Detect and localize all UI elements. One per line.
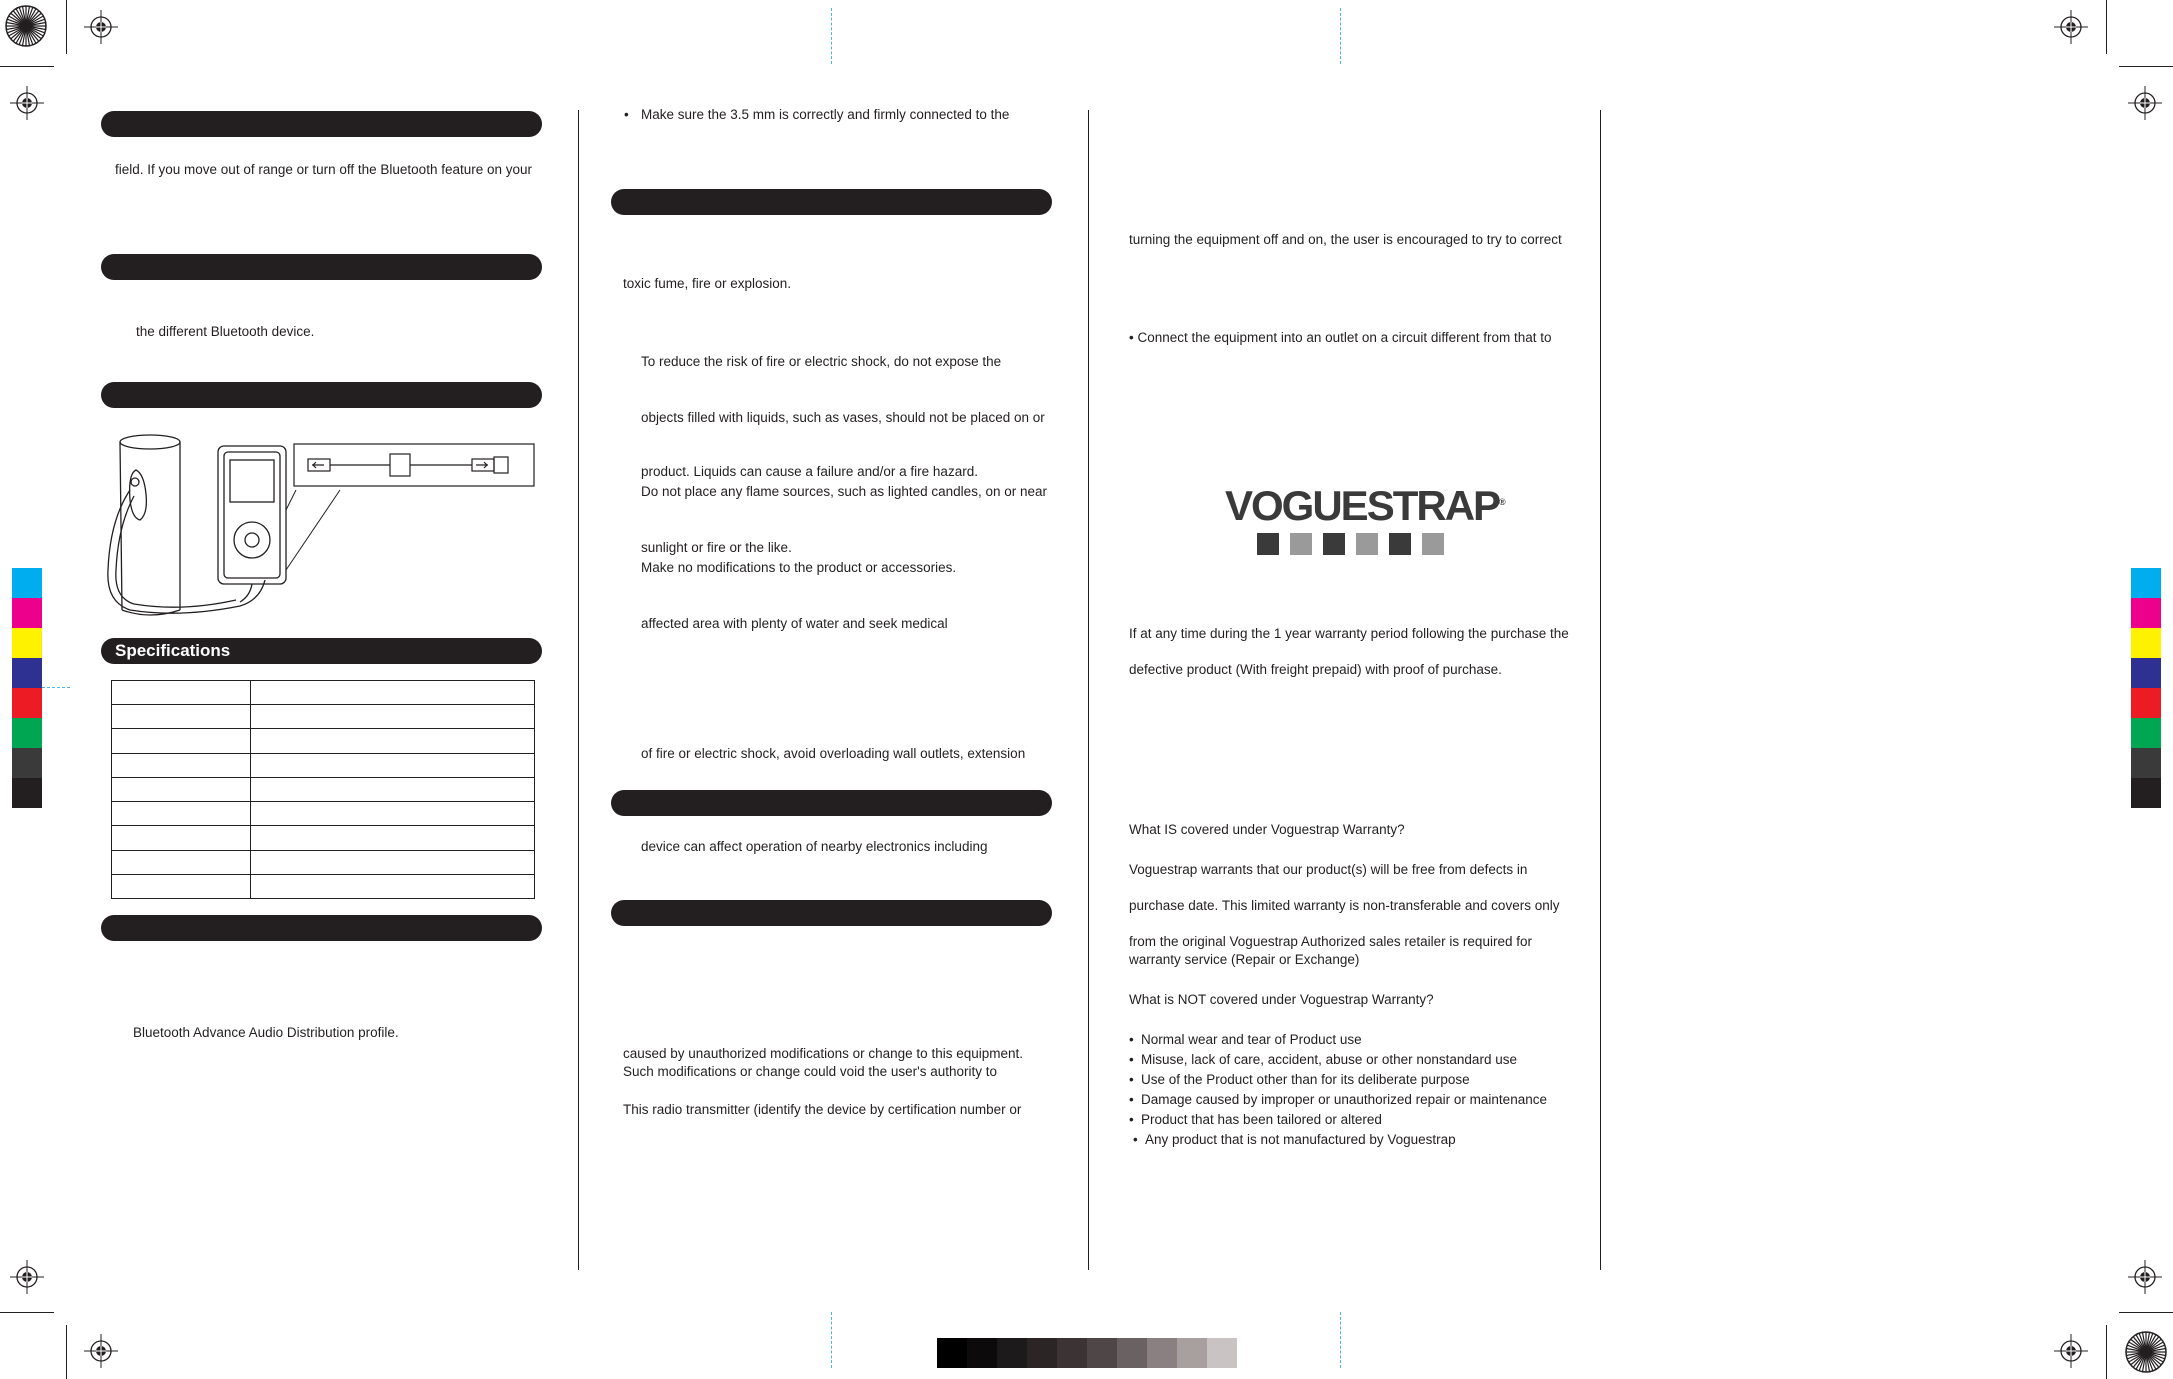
registration-crosshair-icon (10, 1260, 44, 1294)
color-swatch (12, 628, 42, 658)
color-swatch (12, 658, 42, 688)
section-header-bar (611, 900, 1052, 926)
bullet-mark: • (624, 107, 629, 122)
logo-square (1257, 533, 1279, 555)
paragraph: affected area with plenty of water and seek medical (641, 616, 948, 631)
spec-value-cell (251, 874, 535, 898)
gray-swatch (1117, 1338, 1147, 1368)
paragraph: Make no modifications to the product or accessories. (641, 560, 957, 575)
registration-crosshair-icon (2054, 1334, 2088, 1368)
spec-value-cell (251, 681, 535, 705)
section-header-bar (101, 254, 542, 280)
gray-swatch (997, 1338, 1027, 1368)
color-swatch (2131, 628, 2161, 658)
paragraph: device can affect operation of nearby electronics including (641, 839, 988, 854)
list-item: Any product that is not manufactured by Voguestrap (1145, 1132, 1456, 1147)
specifications-header-bar: Specifications (101, 638, 542, 664)
table-row (112, 729, 535, 753)
list-item: Damage caused by improper or unauthorized repair or maintenance (1141, 1092, 1547, 1107)
column-divider (1088, 110, 1089, 1270)
spec-label-cell (112, 681, 251, 705)
spec-value-cell (251, 729, 535, 753)
voguestrap-logo (1225, 479, 1506, 555)
fold-mark (1340, 8, 1341, 64)
trim-line (0, 66, 54, 67)
column-divider (578, 110, 579, 1270)
paragraph: To reduce the risk of fire or electric shock, do not expose the (641, 354, 1002, 369)
spec-value-cell (251, 777, 535, 801)
table-row (112, 705, 535, 729)
registration-crosshair-icon (2128, 86, 2162, 120)
table-row (112, 826, 535, 850)
color-swatch (2131, 718, 2161, 748)
registration-crosshair-icon (2128, 1260, 2162, 1294)
spec-label-cell (112, 705, 251, 729)
color-swatch (2131, 748, 2161, 778)
trim-line (66, 1325, 67, 1379)
table-row (112, 874, 535, 898)
bullet-mark: • (1129, 1112, 1134, 1127)
trim-line (2106, 1325, 2107, 1379)
paragraph: caused by unauthorized modifications or change to this equipment. (623, 1046, 1023, 1061)
registration-crosshair-icon (84, 10, 118, 44)
paragraph: • Connect the equipment into an outlet on a circuit different from that to (1129, 330, 1552, 345)
trim-line (2119, 1312, 2173, 1313)
gray-swatch (967, 1338, 997, 1368)
bullet-mark: • (1133, 1132, 1138, 1147)
spec-value-cell (251, 850, 535, 874)
paragraph: of fire or electric shock, avoid overloading wall outlets, extension (641, 746, 1026, 761)
gray-swatch (1177, 1338, 1207, 1368)
paragraph: Do not place any flame sources, such as lighted candles, on or near (641, 484, 1047, 499)
gray-swatch (1087, 1338, 1117, 1368)
paragraph: toxic fume, fire or explosion. (623, 276, 792, 291)
trim-line (2106, 0, 2107, 54)
registration-crosshair-icon (2054, 10, 2088, 44)
logo-square (1323, 533, 1345, 555)
color-swatch (12, 778, 42, 808)
spec-label-cell (112, 802, 251, 826)
registration-crosshair-icon (10, 86, 44, 120)
spec-value-cell (251, 705, 535, 729)
color-swatch (2131, 778, 2161, 808)
gray-swatch (1057, 1338, 1087, 1368)
gray-swatch (1207, 1338, 1237, 1368)
paragraph: product. Liquids can cause a failure and/or a fire hazard. (641, 464, 978, 479)
section-heading: What IS covered under Voguestrap Warranty? (1129, 822, 1405, 837)
fold-mark (1340, 1312, 1341, 1368)
table-row (112, 850, 535, 874)
color-swatch (12, 598, 42, 628)
section-header-bar (101, 915, 542, 941)
paragraph: from the original Voguestrap Authorized sales retailer is required for (1129, 934, 1532, 949)
list-item: Normal wear and tear of Product use (1141, 1032, 1362, 1047)
spec-value-cell (251, 753, 535, 777)
section-header-bar (611, 189, 1052, 215)
spec-value-cell (251, 802, 535, 826)
logo-square (1290, 533, 1312, 555)
paragraph: objects filled with liquids, such as vases, should not be placed on or (641, 410, 1045, 425)
fold-mark (831, 8, 832, 64)
paragraph: field. If you move out of range or turn off the Bluetooth feature on your (115, 162, 533, 177)
paragraph: turning the equipment off and on, the user is encouraged to try to correct (1129, 232, 1562, 247)
bullet-mark: • (1129, 1052, 1134, 1067)
paragraph: This radio transmitter (identify the device by certification number or (623, 1102, 1022, 1117)
trim-line (2119, 66, 2173, 67)
specifications-table (111, 680, 535, 899)
section-header-bar (101, 111, 542, 137)
list-item: Use of the Product other than for its deliberate purpose (1141, 1072, 1470, 1087)
color-swatch (2131, 598, 2161, 628)
bullet-mark: • (1129, 1032, 1134, 1047)
color-swatch (2131, 568, 2161, 598)
logo-square (1356, 533, 1378, 555)
column-divider (1600, 110, 1601, 1270)
section-header-bar (101, 382, 542, 408)
spec-label-cell (112, 729, 251, 753)
speaker-connected-to-mp3-player-illustration (100, 430, 540, 620)
color-swatch (12, 748, 42, 778)
color-swatch (12, 688, 42, 718)
spec-label-cell (112, 753, 251, 777)
mp3-player-icon (218, 446, 286, 602)
spec-value-cell (251, 826, 535, 850)
spec-label-cell (112, 777, 251, 801)
paragraph: Bluetooth Advance Audio Distribution profile. (133, 1025, 399, 1040)
color-swatch (2131, 658, 2161, 688)
paragraph: defective product (With freight prepaid) with proof of purchase. (1129, 662, 1502, 677)
spec-label-cell (112, 874, 251, 898)
paragraph: sunlight or fire or the like. (641, 540, 792, 555)
list-item: Misuse, lack of care, accident, abuse or other nonstandard use (1141, 1052, 1517, 1067)
paragraph: Such modifications or change could void the user's authority to (623, 1064, 998, 1079)
logo-squares (1257, 533, 1487, 555)
starburst-target-icon (4, 4, 48, 48)
logo-square (1422, 533, 1444, 555)
table-row (112, 753, 535, 777)
table-row (112, 802, 535, 826)
registration-crosshair-icon (84, 1334, 118, 1368)
color-swatch (12, 718, 42, 748)
paragraph: Voguestrap warrants that our product(s) will be free from defects in (1129, 862, 1528, 877)
fold-mark (831, 1312, 832, 1368)
logo-square (1389, 533, 1411, 555)
fold-mark (42, 687, 70, 688)
paragraph: If at any time during the 1 year warranty period following the purchase the (1129, 626, 1569, 641)
color-swatch (2131, 688, 2161, 718)
section-heading: What is NOT covered under Voguestrap Warranty? (1129, 992, 1434, 1007)
gray-swatch (937, 1338, 967, 1368)
paragraph: Make sure the 3.5 mm is correctly and firmly connected to the (641, 107, 1010, 122)
logo-wordmark: VOGUESTRAP® (1225, 482, 1506, 529)
spec-label-cell (112, 826, 251, 850)
starburst-target-icon (2124, 1330, 2168, 1374)
table-row (112, 681, 535, 705)
gray-swatch (1027, 1338, 1057, 1368)
trim-line (0, 1312, 54, 1313)
usb-cable-icon (294, 444, 534, 486)
paragraph: purchase date. This limited warranty is non-transferable and covers only (1129, 898, 1560, 913)
bullet-mark: • (1129, 1092, 1134, 1107)
gray-swatch (1147, 1338, 1177, 1368)
paragraph: warranty service (Repair or Exchange) (1129, 952, 1360, 967)
table-row (112, 777, 535, 801)
list-item: Product that has been tailored or altered (1141, 1112, 1382, 1127)
section-header-bar (611, 790, 1052, 816)
paragraph: the different Bluetooth device. (136, 324, 315, 339)
spec-label-cell (112, 850, 251, 874)
color-swatch (12, 568, 42, 598)
trim-line (66, 0, 67, 54)
bullet-mark: • (1129, 1072, 1134, 1087)
